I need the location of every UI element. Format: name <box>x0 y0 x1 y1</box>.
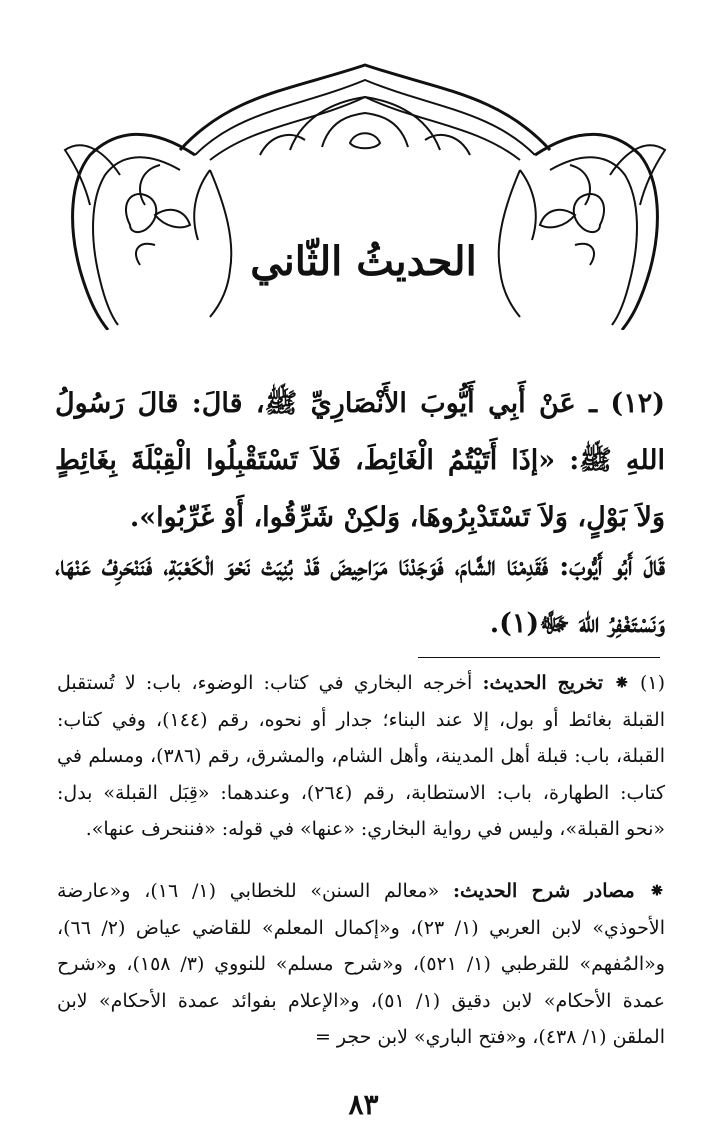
footnote-heading-sources: ⁕ مصادر شرح الحديث: <box>452 880 665 902</box>
decorative-arch-ornament <box>60 55 670 330</box>
hadith-text-paragraph-1: (١٢) ـ عَنْ أَبِي أَيُّوبَ الأَنْصَارِيِّ ﷺ، قالَ: قالَ رَسُولُ اللهِ ﷺ: «إذَا أَتَيْتُمُ الْغَائِطَ، فَلاَ تَسْتَقْبِلُوا الْقِبْلَةَ بِغَائِطٍ وَلاَ بَوْلٍ، وَلاَ تَسْتَدْبِرُوهَا، وَلكِنْ شَرِّقُوا، أَوْ غَرِّبُوا». <box>55 388 665 533</box>
footnote-1 <box>57 665 665 848</box>
footnote-text-takhrij: أخرجه البخاري في كتاب: الوضوء، باب: لا تُستقبل القبلة بغائط أو بول، إلا عند البناء؛ جدار أو نحوه، رقم (١٤٤)، وفي كتاب: القبلة، باب: قبلة أهل المدينة، وأهل الشام، والمشرق، رقم (٣٨٦)، ومسلم في كتاب: الطهارة، باب: الاستطابة، رقم (٢٦٤)، وعندهما: «قِبَل القبلة» بدل: «نحو القبلة»، وليس في رواية البخاري: «عنها» في قوله: «فننحرف عنها». <box>57 672 665 840</box>
footnote-sources <box>57 873 665 1056</box>
footnote-divider <box>418 657 660 658</box>
chapter-title: الحديثُ الثّاني <box>250 238 477 285</box>
footnote-number: (١) <box>629 672 665 694</box>
footnote-text-sources: «معالم السنن» للخطابي (١/ ١٦)، و«عارضة الأحوذي» لابن العربي (١/ ٢٣)، و«إكمال المعلم» للقاضي عياض (٢/ ٦٦)، و«المُفهم» للقرطبي (١/ ٥٢١)، و«شرح مسلم» للنووي (٣/ ١٥٨)، و«شرح عمدة الأحكام» لابن دقيق (١/ ٥١)، و«الإعلام بفوائد عمدة الأحكام» لابن الملقن (١/ ٤٣٨)، و«فتح الباري» لابن حجر = <box>57 880 665 1048</box>
hadith-text-paragraph-2: قَالَ أَبُو أَيُّوبَ: فَقَدِمْنَا الشَّامَ، فَوَجَدْنَا مَرَاحِيضَ قَدْ بُنِيَتْ نَحْوَ الْكَعْبَةِ، فَنَنْحَرِفُ عَنْهَا، وَنَسْتَغْفِرُ اللهَ ﷻ(١). <box>55 551 665 639</box>
page-number: ٨٣ <box>348 1088 379 1121</box>
footnote-heading-takhrij: ⁕ تخريج الحديث: <box>482 672 630 694</box>
